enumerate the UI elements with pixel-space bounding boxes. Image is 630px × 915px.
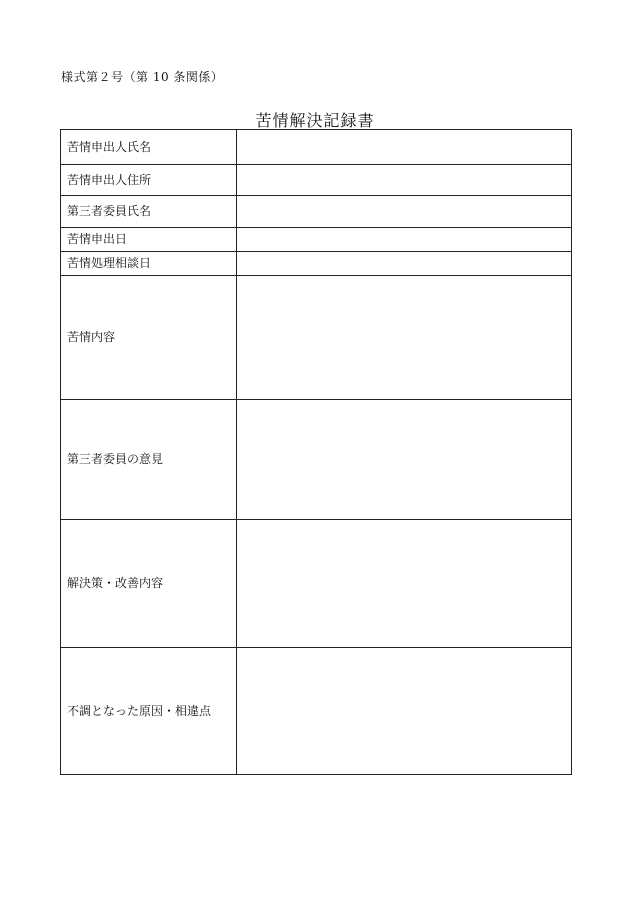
third-party-opinion-label: 第三者委員の意見 xyxy=(61,400,237,520)
table-row xyxy=(61,130,572,165)
third-party-member-name-field[interactable] xyxy=(237,196,572,228)
table-row xyxy=(61,228,572,252)
table-row xyxy=(61,276,572,400)
complainant-name-field[interactable] xyxy=(237,130,572,165)
third-party-opinion-field[interactable] xyxy=(237,400,572,520)
complainant-name-label: 苦情申出人氏名 xyxy=(61,130,237,165)
complaint-date-field[interactable] xyxy=(237,228,572,252)
complaint-content-label: 苦情内容 xyxy=(61,276,237,400)
table-row xyxy=(61,252,572,276)
resolution-improvement-label: 解決策・改善内容 xyxy=(61,520,237,648)
table-row xyxy=(61,648,572,775)
complaint-date-label: 苦情申出日 xyxy=(61,228,237,252)
table-row xyxy=(61,520,572,648)
consultation-date-label: 苦情処理相談日 xyxy=(61,252,237,276)
complainant-address-label: 苦情申出人住所 xyxy=(61,165,237,196)
complaint-content-field[interactable] xyxy=(237,276,572,400)
third-party-member-name-label: 第三者委員氏名 xyxy=(61,196,237,228)
resolution-improvement-field[interactable] xyxy=(237,520,572,648)
complaint-record-table xyxy=(60,129,572,775)
document-title: 苦情解決記録書 xyxy=(255,111,375,130)
failure-cause-field[interactable] xyxy=(237,648,572,775)
form-number: 様式第２号（第 10 条関係） xyxy=(61,70,224,84)
table-row xyxy=(61,196,572,228)
consultation-date-field[interactable] xyxy=(237,252,572,276)
table-row xyxy=(61,400,572,520)
table-row xyxy=(61,165,572,196)
failure-cause-label: 不調となった原因・相違点 xyxy=(61,648,237,775)
complainant-address-field[interactable] xyxy=(237,165,572,196)
